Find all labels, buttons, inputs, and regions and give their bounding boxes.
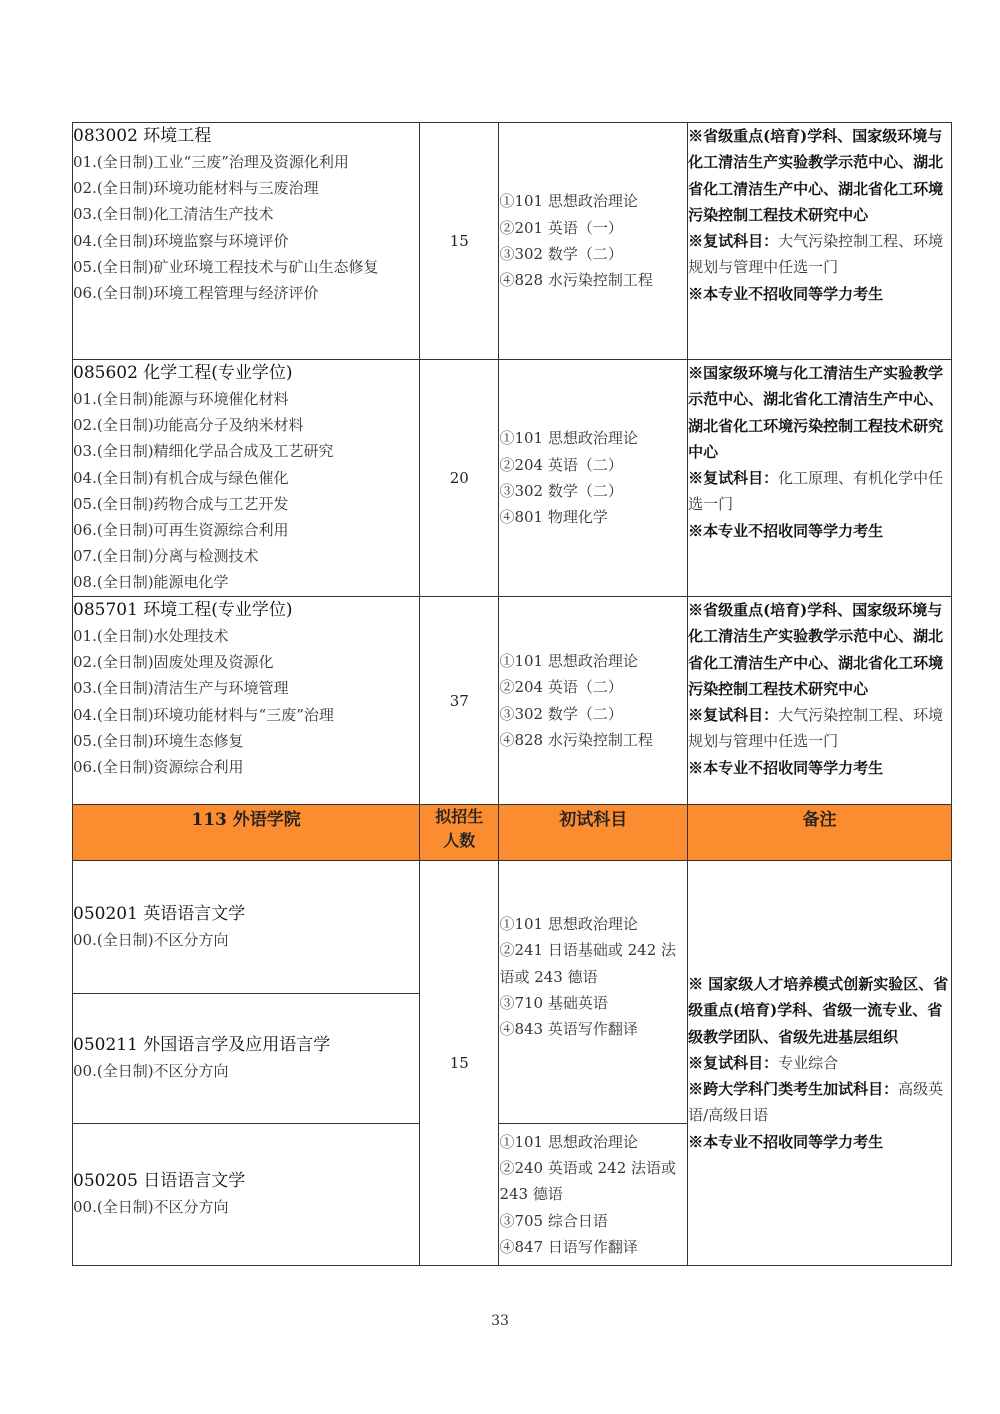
page-number: 33 bbox=[491, 1313, 509, 1329]
program-direction: 05.(全日制)药物合成与工艺开发 bbox=[73, 494, 289, 513]
program-direction: 07.(全日制)分离与检测技术 bbox=[73, 547, 259, 566]
subject-item: ②240 英语或 242 法语或 243 德语 bbox=[499, 1159, 677, 1204]
quota-header: 拟招生 人数 bbox=[420, 805, 499, 861]
note-line: ※复试科目：化工原理、有机化学中任选一门 bbox=[688, 469, 944, 514]
college-name: 113 外语学院 bbox=[73, 805, 420, 861]
subject-item: ④828 水污染控制工程 bbox=[499, 271, 653, 290]
program-direction: 00.(全日制)不区分方向 bbox=[73, 1062, 229, 1081]
program-cell bbox=[73, 861, 420, 994]
subject-item: ④801 物理化学 bbox=[499, 508, 608, 527]
program-title: 085602 化学工程(专业学位) bbox=[73, 363, 293, 383]
program-direction: 01.(全日制)水处理技术 bbox=[73, 627, 229, 645]
subject-item: ①101 思想政治理论 bbox=[499, 651, 638, 670]
program-direction: 02.(全日制)功能高分子及纳米材料 bbox=[73, 416, 304, 435]
program-title: 050201 英语语言文学 bbox=[73, 903, 246, 924]
program-cell bbox=[73, 123, 420, 360]
notes-header: 备注 bbox=[688, 805, 952, 861]
subject-item: ④828 水污染控制工程 bbox=[499, 730, 653, 749]
notes-cell bbox=[688, 597, 952, 805]
note-line: ※本专业不招收同等学力考生 bbox=[688, 521, 884, 540]
subject-item: ④847 日语写作翻译 bbox=[499, 1237, 638, 1256]
program-direction: 03.(全日制)清洁生产与环境管理 bbox=[73, 679, 289, 698]
note-line: ※本专业不招收同等学力考生 bbox=[688, 1132, 884, 1151]
program-direction: 06.(全日制)资源综合利用 bbox=[73, 758, 244, 777]
program-direction: 01.(全日制)工业“三废”治理及资源化利用 bbox=[73, 153, 349, 171]
notes-cell bbox=[688, 123, 952, 360]
subject-item: ②204 英语（二） bbox=[499, 678, 623, 697]
notes-cell bbox=[688, 360, 952, 597]
program-title: 050205 日语语言文学 bbox=[73, 1171, 246, 1192]
subject-item: ③705 综合日语 bbox=[499, 1211, 608, 1230]
exam-subjects bbox=[499, 1124, 688, 1266]
note-line: ※省级重点(培育)学科、国家级环境与化工清洁生产实验教学示范中心、湖北省化工清洁生产中心、湖北省化工环境污染控制工程技术研究中心 bbox=[688, 127, 944, 224]
exam-subjects bbox=[499, 360, 688, 597]
program-title: 050211 外国语言学及应用语言学 bbox=[73, 1035, 331, 1056]
program-cell bbox=[73, 360, 420, 597]
subject-item: ①101 思想政治理论 bbox=[499, 1132, 638, 1151]
program-row bbox=[73, 861, 952, 994]
subject-item: ②204 英语（二） bbox=[499, 455, 623, 474]
quota-count: 15 bbox=[420, 123, 499, 360]
program-direction: 05.(全日制)矿业环境工程技术与矿山生态修复 bbox=[73, 257, 379, 276]
subject-item: ③302 数学（二） bbox=[499, 704, 623, 723]
program-direction: 02.(全日制)固废处理及资源化 bbox=[73, 653, 274, 672]
subject-item: ①101 思想政治理论 bbox=[499, 915, 638, 933]
subject-item: ②201 英语（一） bbox=[499, 218, 623, 237]
note-line: ※跨大学科门类考生加试科目：高级英语/高级日语 bbox=[688, 1080, 944, 1125]
subjects-header: 初试科目 bbox=[499, 805, 688, 861]
program-row bbox=[73, 597, 952, 805]
program-direction: 06.(全日制)环境工程管理与经济评价 bbox=[73, 284, 319, 303]
subject-item: ②241 日语基础或 242 法语或 243 德语 bbox=[499, 941, 677, 986]
note-line: ※复试科目：大气污染控制工程、环境规划与管理中任选一门 bbox=[688, 232, 944, 277]
program-cell bbox=[73, 994, 420, 1124]
program-cell bbox=[73, 597, 420, 805]
program-direction: 06.(全日制)可再生资源综合利用 bbox=[73, 521, 289, 540]
program-direction: 00.(全日制)不区分方向 bbox=[73, 930, 229, 949]
quota-count: 15 bbox=[420, 861, 499, 1266]
note-line: ※国家级环境与化工清洁生产实验教学示范中心、湖北省化工清洁生产中心、湖北省化工环境污染控制工程技术研究中心 bbox=[688, 364, 944, 461]
program-direction: 04.(全日制)环境监察与环境评价 bbox=[73, 231, 289, 250]
note-line: ※本专业不招收同等学力考生 bbox=[688, 758, 884, 777]
note-line: ※ 国家级人才培养模式创新实验区、省级重点(培育)学科、省级一流专业、省级教学团队、省级先进基层组织 bbox=[688, 974, 949, 1046]
program-direction: 03.(全日制)化工清洁生产技术 bbox=[73, 205, 274, 224]
program-row bbox=[73, 360, 952, 597]
notes-cell bbox=[688, 861, 952, 1266]
program-direction: 04.(全日制)有机合成与绿色催化 bbox=[73, 468, 289, 487]
note-line: ※复试科目：专业综合 bbox=[688, 1053, 839, 1072]
program-direction: 03.(全日制)精细化学品合成及工艺研究 bbox=[73, 442, 334, 461]
subject-item: ③302 数学（二） bbox=[499, 482, 623, 500]
subject-item: ①101 思想政治理论 bbox=[499, 192, 638, 211]
subject-item: ③710 基础英语 bbox=[499, 993, 608, 1012]
quota-count: 37 bbox=[420, 597, 499, 805]
exam-subjects bbox=[499, 597, 688, 805]
admission-table bbox=[72, 122, 952, 1266]
program-cell bbox=[73, 1124, 420, 1266]
college-header-row bbox=[73, 805, 952, 861]
program-direction: 00.(全日制)不区分方向 bbox=[73, 1198, 229, 1217]
exam-subjects bbox=[499, 861, 688, 1124]
program-direction: 08.(全日制)能源电化学 bbox=[73, 573, 229, 592]
program-direction: 02.(全日制)环境功能材料与三废治理 bbox=[73, 179, 319, 198]
program-row bbox=[73, 123, 952, 360]
subject-item: ③302 数学（二） bbox=[499, 245, 623, 263]
note-line: ※省级重点(培育)学科、国家级环境与化工清洁生产实验教学示范中心、湖北省化工清洁生产中心、湖北省化工环境污染控制工程技术研究中心 bbox=[688, 601, 944, 698]
program-title: 083002 环境工程 bbox=[73, 126, 212, 146]
subject-item: ④843 英语写作翻译 bbox=[499, 1020, 638, 1039]
program-direction: 05.(全日制)环境生态修复 bbox=[73, 731, 244, 750]
note-line: ※复试科目：大气污染控制工程、环境规划与管理中任选一门 bbox=[688, 706, 944, 751]
note-line: ※本专业不招收同等学力考生 bbox=[688, 284, 884, 303]
program-direction: 04.(全日制)环境功能材料与“三废”治理 bbox=[73, 705, 334, 724]
quota-count: 20 bbox=[420, 360, 499, 597]
exam-subjects bbox=[499, 123, 688, 360]
program-title: 085701 环境工程(专业学位) bbox=[73, 600, 293, 620]
subject-item: ①101 思想政治理论 bbox=[499, 429, 638, 448]
program-direction: 01.(全日制)能源与环境催化材料 bbox=[73, 390, 289, 408]
